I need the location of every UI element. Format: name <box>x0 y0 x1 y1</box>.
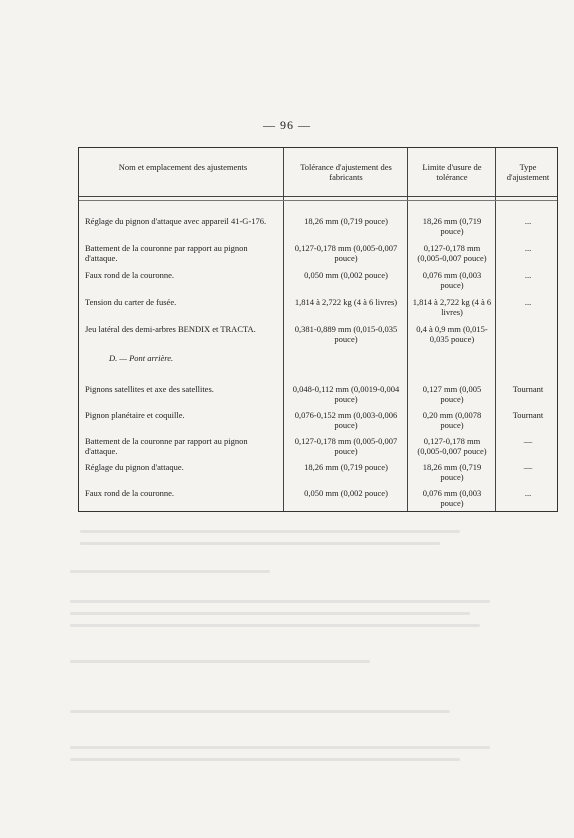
header-name: Nom et emplacement des ajustements <box>118 162 248 172</box>
row-limit: 0,127-0,178 mm (0,005-0,007 pouce) <box>417 436 487 456</box>
table-row <box>79 324 557 354</box>
row-limit: 0,076 mm (0,003 pouce) <box>422 488 482 508</box>
row-name: Battement de la couronne par rapport au pignon d'attaque. <box>85 243 248 263</box>
row-limit: 0,4 à 0,9 mm (0,015-0,035 pouce) <box>416 324 488 344</box>
row-name: Faux rond de la couronne. <box>85 488 174 498</box>
row-tolerance: 0,050 mm (0,002 pouce) <box>304 488 388 498</box>
row-tolerance: 0,050 mm (0,002 pouce) <box>304 270 388 280</box>
row-limit: 0,127-0,178 mm (0,005-0,007 pouce) <box>417 243 487 263</box>
row-limit: 18,26 mm (0,719 pouce) <box>422 216 482 236</box>
table-row <box>79 297 557 327</box>
header-tolerance: Tolérance d'ajustement des fabricants <box>300 162 392 182</box>
row-tolerance: 0,381-0,889 mm (0,015-0,035 pouce) <box>294 324 398 344</box>
row-type: — <box>523 436 533 446</box>
row-name: Faux rond de la couronne. <box>85 270 174 280</box>
table-row <box>79 488 557 518</box>
row-tolerance: 0,048-0,112 mm (0,0019-0,004 pouce) <box>292 384 400 404</box>
row-name: Pignon planétaire et coquille. <box>85 410 185 420</box>
table-row <box>79 243 557 273</box>
row-type: — <box>523 462 533 472</box>
row-tolerance: 0,076-0,152 mm (0,003-0,006 pouce) <box>294 410 398 430</box>
header-separator <box>79 196 557 197</box>
row-name: Réglage du pignon d'attaque. <box>85 462 184 472</box>
faded-next-page-text <box>70 520 554 798</box>
row-name: Jeu latéral des demi-arbres BENDIX et TRACTA. <box>85 324 256 334</box>
row-type: Tournant <box>512 384 544 394</box>
row-limit: 0,20 mm (0,0078 pouce) <box>422 410 482 430</box>
section-title: D. — Pont arrière. <box>109 353 174 363</box>
header-limit: Limite d'usure de tolérance <box>422 162 482 182</box>
row-name: Tension du carter de fusée. <box>85 297 177 307</box>
row-limit: 18,26 mm (0,719 pouce) <box>422 462 482 482</box>
row-type: ... <box>524 243 532 253</box>
row-type: ... <box>524 216 532 226</box>
table-row <box>79 216 557 246</box>
row-limit: 1,814 à 2,722 kg (4 à 6 livres) <box>412 297 492 317</box>
row-tolerance: 18,26 mm (0,719 pouce) <box>304 216 388 226</box>
row-type: Tournant <box>512 410 544 420</box>
header-type: Type d'ajustement <box>506 162 550 182</box>
row-name: Battement de la couronne par rapport au pignon d'attaque. <box>85 436 248 456</box>
row-type: ... <box>524 488 532 498</box>
adjustment-table <box>78 147 558 512</box>
row-type: ... <box>524 270 532 280</box>
row-tolerance: 0,127-0,178 mm (0,005-0,007 pouce) <box>294 436 398 456</box>
header-separator <box>79 200 557 201</box>
table-row <box>79 270 557 300</box>
row-tolerance: 0,127-0,178 mm (0,005-0,007 pouce) <box>294 243 398 263</box>
row-limit: 0,076 mm (0,003 pouce) <box>422 270 482 290</box>
row-name: Pignons satellites et axe des satellites. <box>85 384 214 394</box>
row-limit: 0,127 mm (0,005 pouce) <box>422 384 482 404</box>
row-tolerance: 1,814 à 2,722 kg (4 à 6 livres) <box>294 297 398 307</box>
row-name: Réglage du pignon d'attaque avec appareil 41-G-176. <box>85 216 267 226</box>
row-tolerance: 18,26 mm (0,719 pouce) <box>304 462 388 472</box>
row-type: ... <box>524 297 532 307</box>
page-number: — 96 — <box>263 118 311 132</box>
